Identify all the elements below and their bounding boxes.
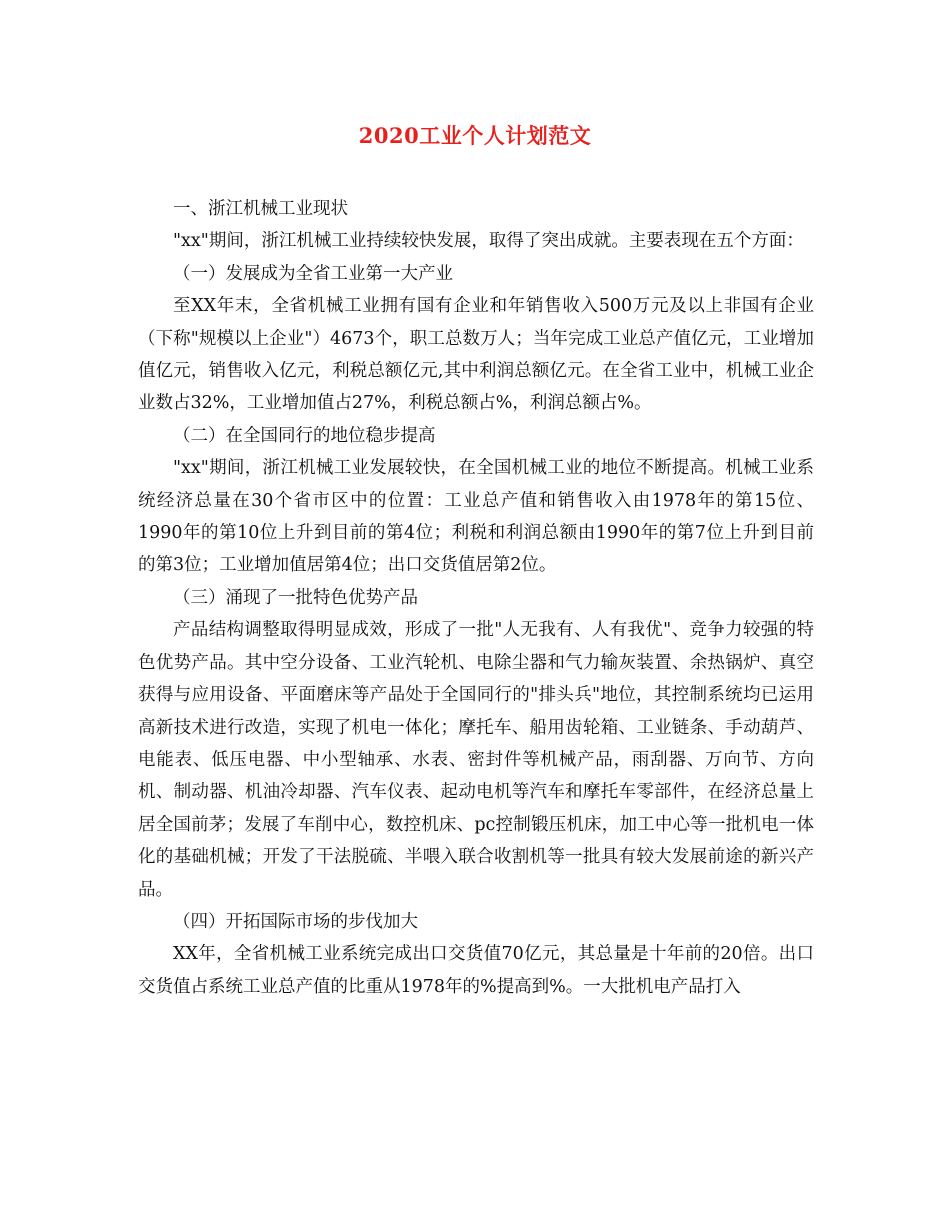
subsection-heading: （二）在全国同行的地位稳步提高 [173, 425, 436, 446]
subsection-heading: （三）涌现了一批特色优势产品 [173, 587, 418, 608]
subsection-heading: （一）发展成为全省工业第一大产业 [173, 263, 453, 284]
document-title: 2020工业个人计划范文 [358, 123, 592, 148]
body-paragraph: "xx"期间，浙江机械工业持续较快发展，取得了突出成就。主要表现在五个方面： [173, 231, 804, 252]
section-heading: 一、浙江机械工业现状 [173, 199, 348, 219]
document-body [138, 193, 814, 1003]
body-paragraph: 至XX年末，全省机械工业拥有国有企业和年销售收入500万元及以上非国有企业（下称"规模以上企业"）4673个，职工总数万人；当年完成工业总产值亿元，工业增加值亿元，销售收入亿元，利税总额亿元,其中利润总额亿元。在全省工业中，机械工业企业数占32%，工业增加值占27%，利税总额占%，利润总额占%。 [138, 296, 814, 414]
body-paragraph: XX年，全省机械工业系统完成出口交货值70亿元，其总量是十年前的20倍。出口交货值占系统工业总产值的比重从1978年的%提高到%。一大批机电产品打入 [138, 944, 814, 997]
body-paragraph: "xx"期间，浙江机械工业发展较快，在全国机械工业的地位不断提高。机械工业系统经济总量在30个省市区中的位置：工业总产值和销售收入由1978年的第15位、1990年的第10位上升到目前的第4位；利税和利润总额由1990年的第7位上升到目前的第3位；工业增加值居第4位；出口交货值居第2位。 [138, 458, 814, 576]
body-paragraph: 产品结构调整取得明显成效，形成了一批"人无我有、人有我优"、竞争力较强的特色优势产品。其中空分设备、工业汽轮机、电除尘器和气力输灰装置、余热锅炉、真空获得与应用设备、平面磨床等产品处于全国同行的"排头兵"地位，其控制系统均已运用高新技术进行改造，实现了机电一体化；摩托车、船用齿轮箱、工业链条、手动葫芦、电能表、低压电器、中小型轴承、水表、密封件等机械产品，雨刮器、万向节、方向机、制动器、机油冷却器、汽车仪表、起动电机等汽车和摩托车零部件，在经济总量上居全国前茅；发展了车削中心，数控机床、pc控制锻压机床，加工中心等一批机电一体化的基础机械；开发了干法脱硫、半喂入联合收割机等一批具有较大发展前途的新兴产品。 [138, 620, 814, 900]
subsection-heading: （四）开拓国际市场的步伐加大 [173, 911, 418, 932]
